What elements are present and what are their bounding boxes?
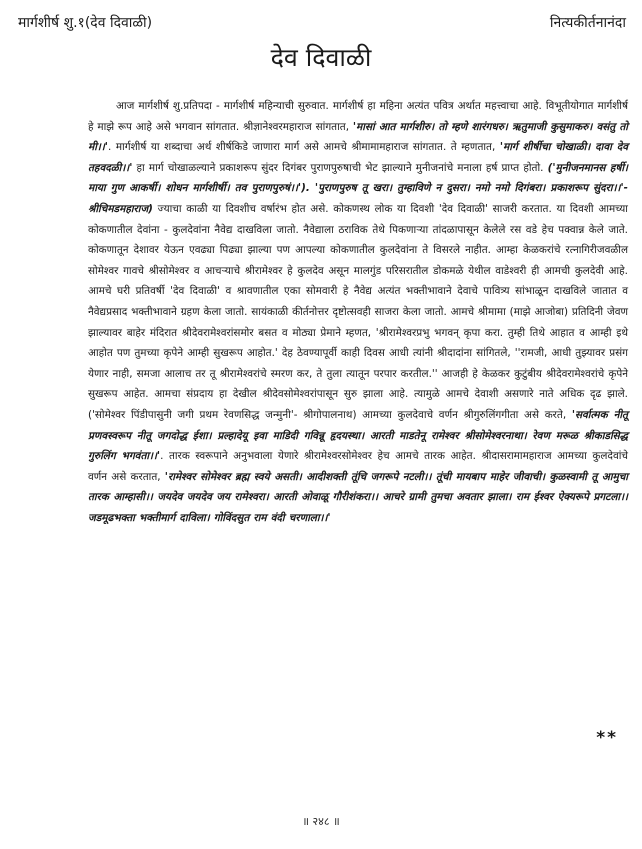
page-title: देव दिवाळी [270,43,372,72]
running-header-date: मार्गशीर्ष शु.१(देव दिवाळी) [18,15,153,31]
end-of-article-mark: ** [596,728,618,748]
quotation-aarti: 'रामेश्वर सोमेश्वर ब्रह्म स्वये असती। आदीशक्ती तूंचि जगरूपे नटली।। तूंची मायबाप माहेर जीवाची। कुळस्वामी तू आमुचा तारक आम्हासी।। जयदेव जयदेव जय रामेश्वरा। आरती ओवाळू गौरीशंकरा।। आचरे ग्रामी तुमचा अवतार झाला। राम ईश्वर ऐक्यरूपे प्रगटला।। जडमूढभक्ता भक्तीमार्ग दाविला। गोविंदसुत राम वंदी चरणाला।।' [88,470,628,524]
page-number: ॥ २४८ ॥ [302,815,340,828]
body-text-run: हा मार्ग चोखाळल्याने प्रकाशरूप सुंदर दिगंबर पुराणपुरुषाची भेट झाल्याने मुनीजनांचे मनाला हर्ष प्राप्त होतो. [132,161,548,174]
quotation-dnyaneshwar: 'मासां आत मार्गशीरु। तो म्हणे शारंगधरु। ऋतुमाजी कुसुमाकरु। वसंतु तो मी।।' [88,120,628,154]
quotation-gurulinggita: 'सर्वात्मक नीतू प्रणवस्वरूप नीतू जगदोद्ध ईशा। प्रल्हादेयू इवा माडिदी गविन्नू हृदयस्था। आरती माडतेनू रामेश्वर श्रीसोमेश्वरनाथा। रेवण मरूळ श्रीकाडसिद्ध गुरुलिंग भगवंता।।' [88,408,628,463]
body-text-run: . तारक स्वरूपाने अनुभवाला येणारे श्रीरामेश्वरसोमेश्वर हेच आमचे तारक आहेत. श्रीदासरामामहाराज आमच्या कुलदेवांचे वर्णन असे करतात, [88,450,629,483]
running-header-book-title: नित्यकीर्तनानंदा [549,15,626,31]
body-text-run: ज्याचा काळी या दिवशीच वर्षारंभ होत असे. कोकणस्थ लोक या दिवशी 'देव दिवाळी' साजरी करतात. या दिवशी आमच्या कोकणातील देवांना - कुलदेवांना नैवेद्य दाखविला जातो. नैवेद्याला ठराविक तेथे पिकणाऱ्या तांदळापासून केलेले रस वडे हेच पक्वान्न केले जाते. कोकणातून देशावर येऊन एवढ्या पिढ्या झाल्या पण आपल्या कोकणातील कुलदेवांना ते विसरले नाहीत. आम्हा केळकरांचे रत्नागिरीजवळील सोमेश्वर गावचे श्रीसोमेश्वर व आचऱ्याचे श्रीरामेश्वर हे कुलदेव असून मालगुंड परिसरातील डोकमळे येथील वाडेश्वरी ही आमची कुलदेवी आहे. आमचे घरी प्रतिवर्षी 'देव दिवाळी' व श्रावणातील एका सोमवारी हे नैवेद्य अत्यंत भक्तीभावाने देवाचे पावित्र्य सांभाळून दाखविले जातात व नैवेद्यप्रसाद भक्तीभावाने ग्रहण केला जातो. सायंकाळी कीर्तनोत्तर दृष्टोत्सवही साजरा केला जातो. आमचे श्रीमामा (माझे आजोबा) प्रतिदिनी जेवण झाल्यावर बाहेर मंदिरात श्रीदेवरामेश्वरांसमोर बसत व मोठ्या प्रेमाने म्हणत, 'श्रीरामेश्वरप्रभु भगवन् कृपा करा. तुम्ही तिथे आहात व आम्ही इथे आहोत पण तुमच्या कृपेने आम्ही सुखरूप आहोत.' देह ठेवण्यापूर्वी काही दिवस आधी त्यांनी श्रीदादांना सांगितले, ''रामजी, आधी तुझ्यावर प्रसंग येणार नाही, समजा आलाच तर तू श्रीरामेश्वरांचे स्मरण कर, ते तुला त्यातून परपार करतील.'' आजही हे केळकर कुटुंबीय श्रीदेवरामेश्वरांचे कृपेने सुखरूप आहेत. आमचा संप्रदाय हा देखील श्रीदेवसोमेश्वरांपासून सुरु झाला आहे. त्यामुळे आमचे देवाशी असणारे नाते अधिक दृढ झाले. ('सोमेश्वर पिंडीपासुनी जगी प्रथम रेवणसिद्ध जन्मुनी'- श्रीगोपालनाथ) आमच्या कुलदेवाचे वर्णन श्रीगुरुलिंगगीता असे करते, [88,202,628,421]
quotation-mamamaharaj: 'मार्ग शीर्षीचा चोखाळी। दावा देव तहवदळी।।' [88,141,628,174]
body-text-run: . मार्गशीर्ष या शब्दाचा अर्थ शीर्षकिडे जाणारा मार्ग असे आमचे श्रीमामामहाराज सांगतात. ते म्हणतात, [107,141,500,154]
quotation-chimadmaharaj: ('मुनीजनमानस हर्षी। माया गुण आकर्षी। शोधन मार्गशीर्षी। तव पुराणपुरुषं।।'). 'पुराणपुरुष तू खरा। तुम्हाविणे न दुसरा। नमो नमो दिगंबरा। प्रकाशरूप सुंदरा।।'- श्रीचिमडमहाराज) [88,161,628,215]
article-body [88,96,628,528]
body-text-run: आज मार्गशीर्ष शु.प्रतिपदा - मार्गशीर्ष महिन्याची सुरुवात. मार्गशीर्ष हा महिना अत्यंत पवित्र अर्थात महत्त्वाचा आहे. विभूतीयोगात मार्गशीर्ष हे माझे रूप आहे असे भगवान सांगतात. श्रीज्ञानेश्वरमहाराज सांगतात, [88,100,628,133]
article-paragraph [88,96,628,528]
